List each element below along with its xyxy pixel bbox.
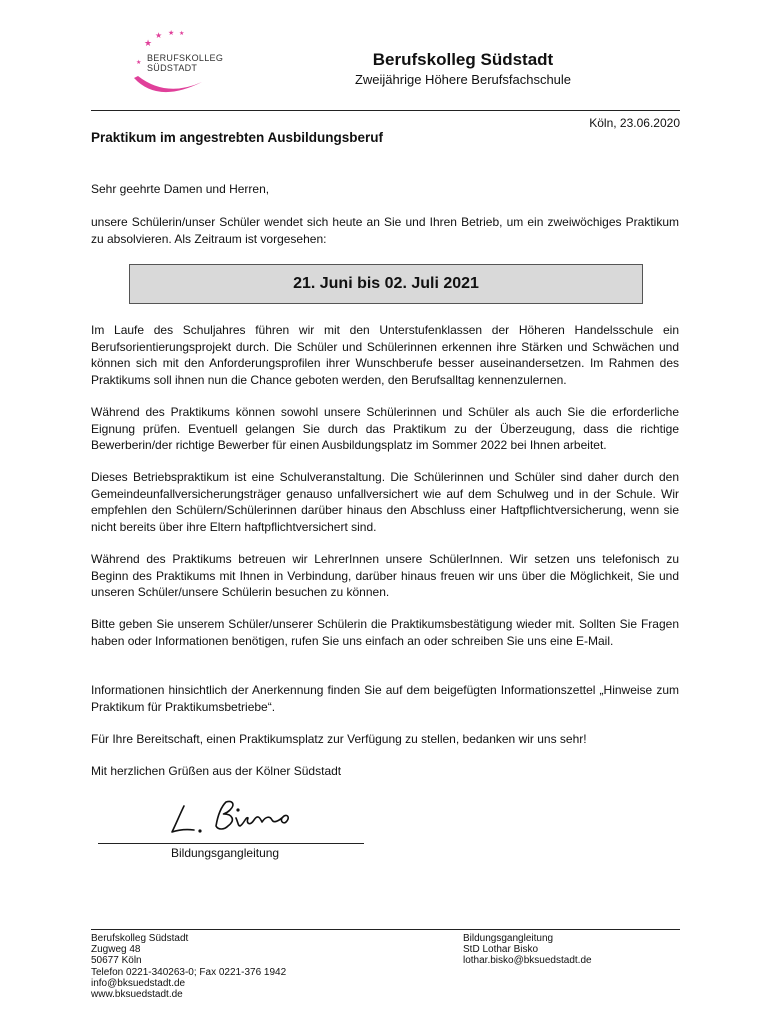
svg-text:★: ★ bbox=[179, 30, 185, 37]
svg-text:★: ★ bbox=[144, 39, 153, 49]
school-subtitle: Zweijährige Höhere Berufsfachschule bbox=[354, 72, 572, 87]
logo-line1: BERUFSKOLLEG bbox=[147, 53, 224, 63]
handwritten-signature bbox=[166, 796, 296, 840]
footer-city: 50677 Köln bbox=[91, 955, 142, 967]
paragraph-suitability: Während des Praktikums können sowohl unsere Schülerinnen und Schüler als auch Sie die erforderliche Eignung prüfen. Eventuell gelangen Sie durch das Praktikum zu der Überzeugung, dass die richtige Bewerberin/der richtige Bewerber für einen Ausbildungsplatz im Sommer 2022 bei Ihnen arbeitet. bbox=[91, 405, 679, 452]
footer-school: Berufskolleg Südstadt bbox=[91, 933, 189, 944]
logo-wordmark bbox=[147, 53, 223, 73]
svg-text:★: ★ bbox=[168, 29, 175, 37]
school-logo bbox=[128, 26, 228, 98]
paragraph-information: Informationen hinsichtlich der Anerkennung finden Sie auf dem beigefügten Informationszettel „Hinweise zum Praktikum für Praktikumsbetriebe“. bbox=[91, 683, 679, 714]
paragraph-insurance: Dieses Betriebspraktikum ist eine Schulveranstaltung. Die Schülerinnen und Schüler sind daher durch den Gemeindeunfallversicherungsträger genauso unfallversichert wie auf dem Schulweg und in der Schule. Wir empfehlen den Schülern/Schülerinnen darüber hinaus den Abschluss einer Haftpflichtversicherung, wenn sie nicht bereits über ihre Eltern haftpflichtversichert sind. bbox=[91, 470, 679, 534]
svg-text:★: ★ bbox=[136, 59, 142, 66]
letter-subject: Praktikum im angestrebten Ausbildungsberuf bbox=[91, 130, 384, 145]
paragraph-confirmation: Bitte geben Sie unserem Schüler/unserer Schülerin die Praktikumsbestätigung wieder mit. Sollten Sie Fragen haben oder Informationen benötigen, rufen Sie uns einfach an oder schreiben Sie uns eine E-Mail. bbox=[91, 617, 679, 648]
footer-phone: Telefon 0221-340263-0; Fax 0221-376 1942 bbox=[91, 966, 287, 978]
footer-email: info@bksuedstadt.de bbox=[91, 977, 186, 989]
footer-website: www.bksuedstadt.de bbox=[91, 989, 183, 1001]
paragraph-thanks: Für Ihre Bereitschaft, einen Praktikumsplatz zur Verfügung zu stellen, bedanken wir uns sehr! bbox=[91, 732, 587, 746]
footer-divider bbox=[91, 929, 680, 930]
logo-line2: SÜDSTADT bbox=[147, 63, 198, 73]
closing: Mit herzlichen Grüßen aus der Kölner Südstadt bbox=[91, 764, 342, 778]
school-name: Berufskolleg Südstadt bbox=[372, 50, 554, 69]
footer-address bbox=[91, 933, 286, 1000]
letter-date: Köln, 23.06.2020 bbox=[589, 116, 680, 130]
header-divider bbox=[91, 110, 680, 111]
paragraph-project: Im Laufe des Schuljahres führen wir mit den Unterstufenklassen der Höheren Handelsschule ein Berufsorientierungsprojekt durch. Die Schüler und Schülerinnen erkennen ihre Stärken und Schwächen und können sich mit den Anforderungsprofilen ihrer Wunschberufe besser auseinandersetzen. Im Rahmen des Praktikums soll ihnen nun die Chance geboten werden, den Berufsalltag kennenzulernen. bbox=[91, 323, 679, 387]
footer-contact-role: Bildungsgangleitung bbox=[463, 933, 554, 944]
footer-street: Zugweg 48 bbox=[91, 944, 141, 956]
footer-contact-name: StD Lothar Bisko bbox=[463, 944, 539, 956]
period-text: 21. Juni bis 02. Juli 2021 bbox=[293, 275, 479, 292]
salutation: Sehr geehrte Damen und Herren, bbox=[91, 182, 270, 196]
footer-contact-email: lothar.bisko@bksuedstadt.de bbox=[463, 955, 592, 967]
footer-contact bbox=[463, 933, 592, 967]
period-box bbox=[129, 264, 643, 304]
signature-label: Bildungsgangleitung bbox=[171, 846, 280, 860]
intro-paragraph: unsere Schülerin/unser Schüler wendet sich heute an Sie und Ihren Betrieb, um ein zweiwöchiges Praktikum zu absolvieren. Als Zeitraum ist vorgesehen: bbox=[91, 215, 679, 246]
paragraph-supervision: Während des Praktikums betreuen wir LehrerInnen unsere SchülerInnen. Wir setzen uns telefonisch zu Beginn des Praktikums mit Ihnen in Verbindung, darüber hinaus freuen wir uns über die Möglichkeit, Sie und unseren Schüler/unsere Schülerin besuchen zu können. bbox=[91, 552, 679, 599]
signature-line bbox=[98, 843, 364, 844]
svg-text:★: ★ bbox=[155, 31, 163, 40]
